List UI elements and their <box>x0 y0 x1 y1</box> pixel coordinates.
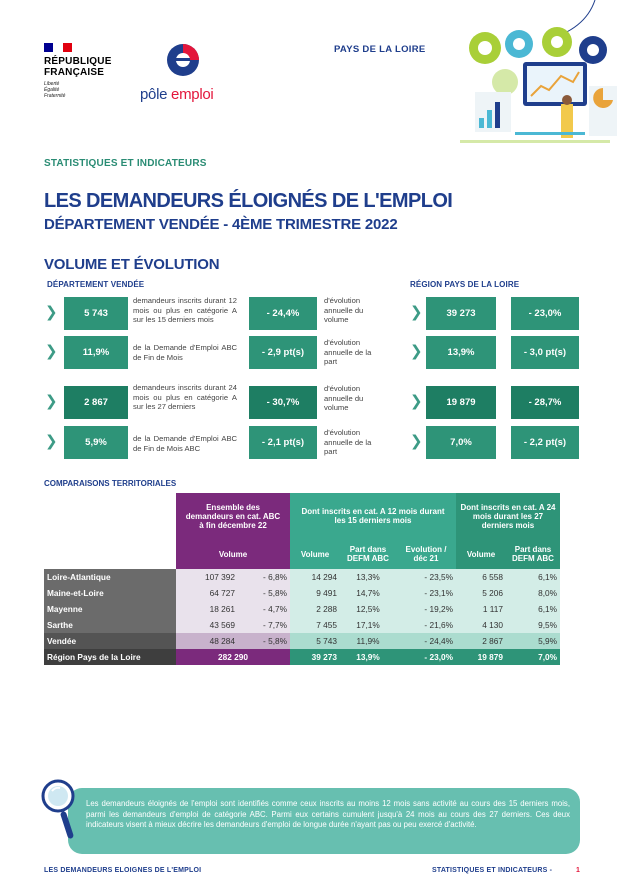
kpi-evolution: - 2,9 pt(s) <box>249 336 317 369</box>
table-row <box>44 569 560 585</box>
cell-volume: 18 261 <box>176 601 238 617</box>
group-header-24m: Dont inscrits en cat. A 24 mois durant les 27 derniers mois <box>456 493 560 539</box>
definition-note: Les demandeurs éloignés de l'emploi sont identifiés comme ceux inscrits au moins 12 mois sans activité au cours des 15 derniers mois, parmi les demandeurs d'emploi de catégorie ABC. Parmi eux certains cumulent jusqu'à 24 mois au cours des 27 derniers. Ces deux indicateurs visent à mieux décrire les demandeurs d'emploi de longue durée n'ayant pas ou peu exercé d'activité. <box>68 788 580 854</box>
region-kpi-value: 13,9% <box>426 336 496 369</box>
chevron-right-icon: ❯ <box>410 343 423 360</box>
col-volume-24m: Volume <box>456 539 506 569</box>
footer-left: LES DEMANDEURS ELOIGNES DE L'EMPLOI <box>44 867 202 874</box>
cell-part-12m: 12,5% <box>340 601 396 617</box>
cell-volume-12m: 7 455 <box>290 617 340 633</box>
republique-francaise-flag <box>44 43 72 52</box>
kpi-evolution: - 24,4% <box>249 297 317 330</box>
region-kpi-evolution: - 3,0 pt(s) <box>511 336 579 369</box>
cell-volume-12m: 39 273 <box>290 649 340 665</box>
cell-volume-24m: 5 206 <box>456 585 506 601</box>
table-row <box>44 585 560 601</box>
chevron-right-icon: ❯ <box>45 343 58 360</box>
col-part-24m: Part dans DEFM ABC <box>506 539 560 569</box>
kpi-evolution-description: d'évolution annuelle de la part <box>324 428 372 456</box>
row-name: Maine-et-Loire <box>44 585 176 601</box>
region-kpi-value: 19 879 <box>426 386 496 419</box>
cell-volume-24m: 2 867 <box>456 633 506 649</box>
region-heading: RÉGION PAYS DE LA LOIRE <box>410 280 520 289</box>
col-part-12m: Part dans DEFM ABC <box>340 539 396 569</box>
kpi-value: 5,9% <box>64 426 128 459</box>
kpi-evolution-description: d'évolution annuelle du volume <box>324 296 364 324</box>
page-number: 1 <box>576 867 580 874</box>
row-name: Sarthe <box>44 617 176 633</box>
motto-liberte: Liberté <box>44 81 60 87</box>
corner-cell <box>44 539 176 569</box>
comparisons-title: COMPARAISONS TERRITORIALES <box>44 479 177 488</box>
cell-volume-24m: 6 558 <box>456 569 506 585</box>
cell-part-12m: 17,1% <box>340 617 396 633</box>
cell-part-12m: 14,7% <box>340 585 396 601</box>
kpi-description: de la Demande d'Emploi ABC de Fin de Mois ABC <box>133 434 237 453</box>
cell-part-12m: 11,9% <box>340 633 396 649</box>
cell-part-24m: 6,1% <box>506 569 560 585</box>
chevron-right-icon: ❯ <box>410 304 423 321</box>
cell-evolution: - 7,7% <box>238 617 290 633</box>
pole-emploi-wordmark <box>140 86 213 103</box>
region-kpi-evolution: - 28,7% <box>511 386 579 419</box>
cell-volume: 43 569 <box>176 617 238 633</box>
cell-evolution: - 4,7% <box>238 601 290 617</box>
table-row-region <box>44 649 560 665</box>
cell-part-24m: 7,0% <box>506 649 560 665</box>
wordmark-emploi: emploi <box>171 86 214 103</box>
cell-evolution-12m: - 24,4% <box>396 633 456 649</box>
chevron-right-icon: ❯ <box>45 304 58 321</box>
cell-volume-12m: 14 294 <box>290 569 340 585</box>
cell-volume-24m: 19 879 <box>456 649 506 665</box>
cell-evolution-12m: - 23,1% <box>396 585 456 601</box>
cell-part-24m: 8,0% <box>506 585 560 601</box>
rf-motto <box>44 81 65 99</box>
cell-volume-12m: 2 288 <box>290 601 340 617</box>
kpi-value: 5 743 <box>64 297 128 330</box>
cell-part-12m: 13,9% <box>340 649 396 665</box>
section-heading: VOLUME ET ÉVOLUTION <box>44 256 220 273</box>
kpi-value: 11,9% <box>64 336 128 369</box>
col-volume: Volume <box>176 539 290 569</box>
kpi-description: demandeurs inscrits durant 24 mois ou plus en catégorie A sur les 27 derniers <box>133 383 237 411</box>
chevron-right-icon: ❯ <box>45 393 58 410</box>
region-kpi-value: 39 273 <box>426 297 496 330</box>
chevron-right-icon: ❯ <box>410 433 423 450</box>
cell-volume: 48 284 <box>176 633 238 649</box>
row-name: Mayenne <box>44 601 176 617</box>
cell-evolution: - 5,8% <box>238 633 290 649</box>
group-header-all: Ensemble des demandeurs en cat. ABC à fin décembre 22 <box>176 493 290 539</box>
cell-volume-24m: 1 117 <box>456 601 506 617</box>
cell-volume: 282 290 <box>176 649 290 665</box>
motto-fraternite: Fraternité <box>44 93 66 99</box>
cell-evolution-12m: - 23,5% <box>396 569 456 585</box>
comparison-table <box>44 493 560 665</box>
kpi-description: demandeurs inscrits durant 12 mois ou plus en catégorie A sur les 15 derniers mois <box>133 296 237 324</box>
cell-evolution-12m: - 19,2% <box>396 601 456 617</box>
region-kpi-evolution: - 2,2 pt(s) <box>511 426 579 459</box>
corner-cell <box>44 493 176 539</box>
chevron-right-icon: ❯ <box>45 433 58 450</box>
page-title: LES DEMANDEURS ÉLOIGNÉS DE L'EMPLOI <box>44 190 453 212</box>
region-kpi-value: 7,0% <box>426 426 496 459</box>
magnifying-glass-icon <box>40 778 88 844</box>
rf-line1: RÉPUBLIQUE <box>44 56 112 67</box>
kpi-evolution: - 30,7% <box>249 386 317 419</box>
table-row-vendee <box>44 633 560 649</box>
republique-francaise-name <box>44 56 112 78</box>
cell-volume: 107 392 <box>176 569 238 585</box>
cell-volume-12m: 5 743 <box>290 633 340 649</box>
cell-part-12m: 13,3% <box>340 569 396 585</box>
table-row <box>44 601 560 617</box>
kpi-value: 2 867 <box>64 386 128 419</box>
kpi-description: de la Demande d'Emploi ABC de Fin de Mois <box>133 343 237 362</box>
kpi-evolution: - 2,1 pt(s) <box>249 426 317 459</box>
footer-right: STATISTIQUES ET INDICATEURS - <box>432 867 553 874</box>
cell-part-24m: 6,1% <box>506 601 560 617</box>
col-volume-12m: Volume <box>290 539 340 569</box>
motto-egalite: Égalité <box>44 87 60 93</box>
group-header-12m: Dont inscrits en cat. A 12 mois durant les 15 derniers mois <box>290 493 456 539</box>
row-name: Vendée <box>44 633 176 649</box>
table-row <box>44 617 560 633</box>
row-name: Région Pays de la Loire <box>44 649 176 665</box>
department-heading: DÉPARTEMENT VENDÉE <box>47 280 145 289</box>
chevron-right-icon: ❯ <box>410 393 423 410</box>
cell-volume: 64 727 <box>176 585 238 601</box>
cell-volume-24m: 4 130 <box>456 617 506 633</box>
wordmark-pole: pôle <box>140 86 168 103</box>
cell-evolution: - 5,8% <box>238 585 290 601</box>
region-label: PAYS DE LA LOIRE <box>334 44 426 55</box>
cell-evolution-12m: - 21,6% <box>396 617 456 633</box>
cell-volume-12m: 9 491 <box>290 585 340 601</box>
region-kpi-evolution: - 23,0% <box>511 297 579 330</box>
row-name: Loire-Atlantique <box>44 569 176 585</box>
rf-line2: FRANÇAISE <box>44 67 105 78</box>
cell-part-24m: 9,5% <box>506 617 560 633</box>
cell-part-24m: 5,9% <box>506 633 560 649</box>
kpi-evolution-description: d'évolution annuelle de la part <box>324 338 372 366</box>
page-subtitle: DÉPARTEMENT VENDÉE - 4ÈME TRIMESTRE 2022 <box>44 216 398 233</box>
kicker: STATISTIQUES ET INDICATEURS <box>44 158 207 169</box>
cell-evolution-12m: - 23,0% <box>396 649 456 665</box>
analytics-illustration-icon <box>445 0 627 150</box>
col-evolution-12m: Evolution / déc 21 <box>396 539 456 569</box>
cell-evolution: - 6,8% <box>238 569 290 585</box>
kpi-evolution-description: d'évolution annuelle du volume <box>324 384 364 412</box>
